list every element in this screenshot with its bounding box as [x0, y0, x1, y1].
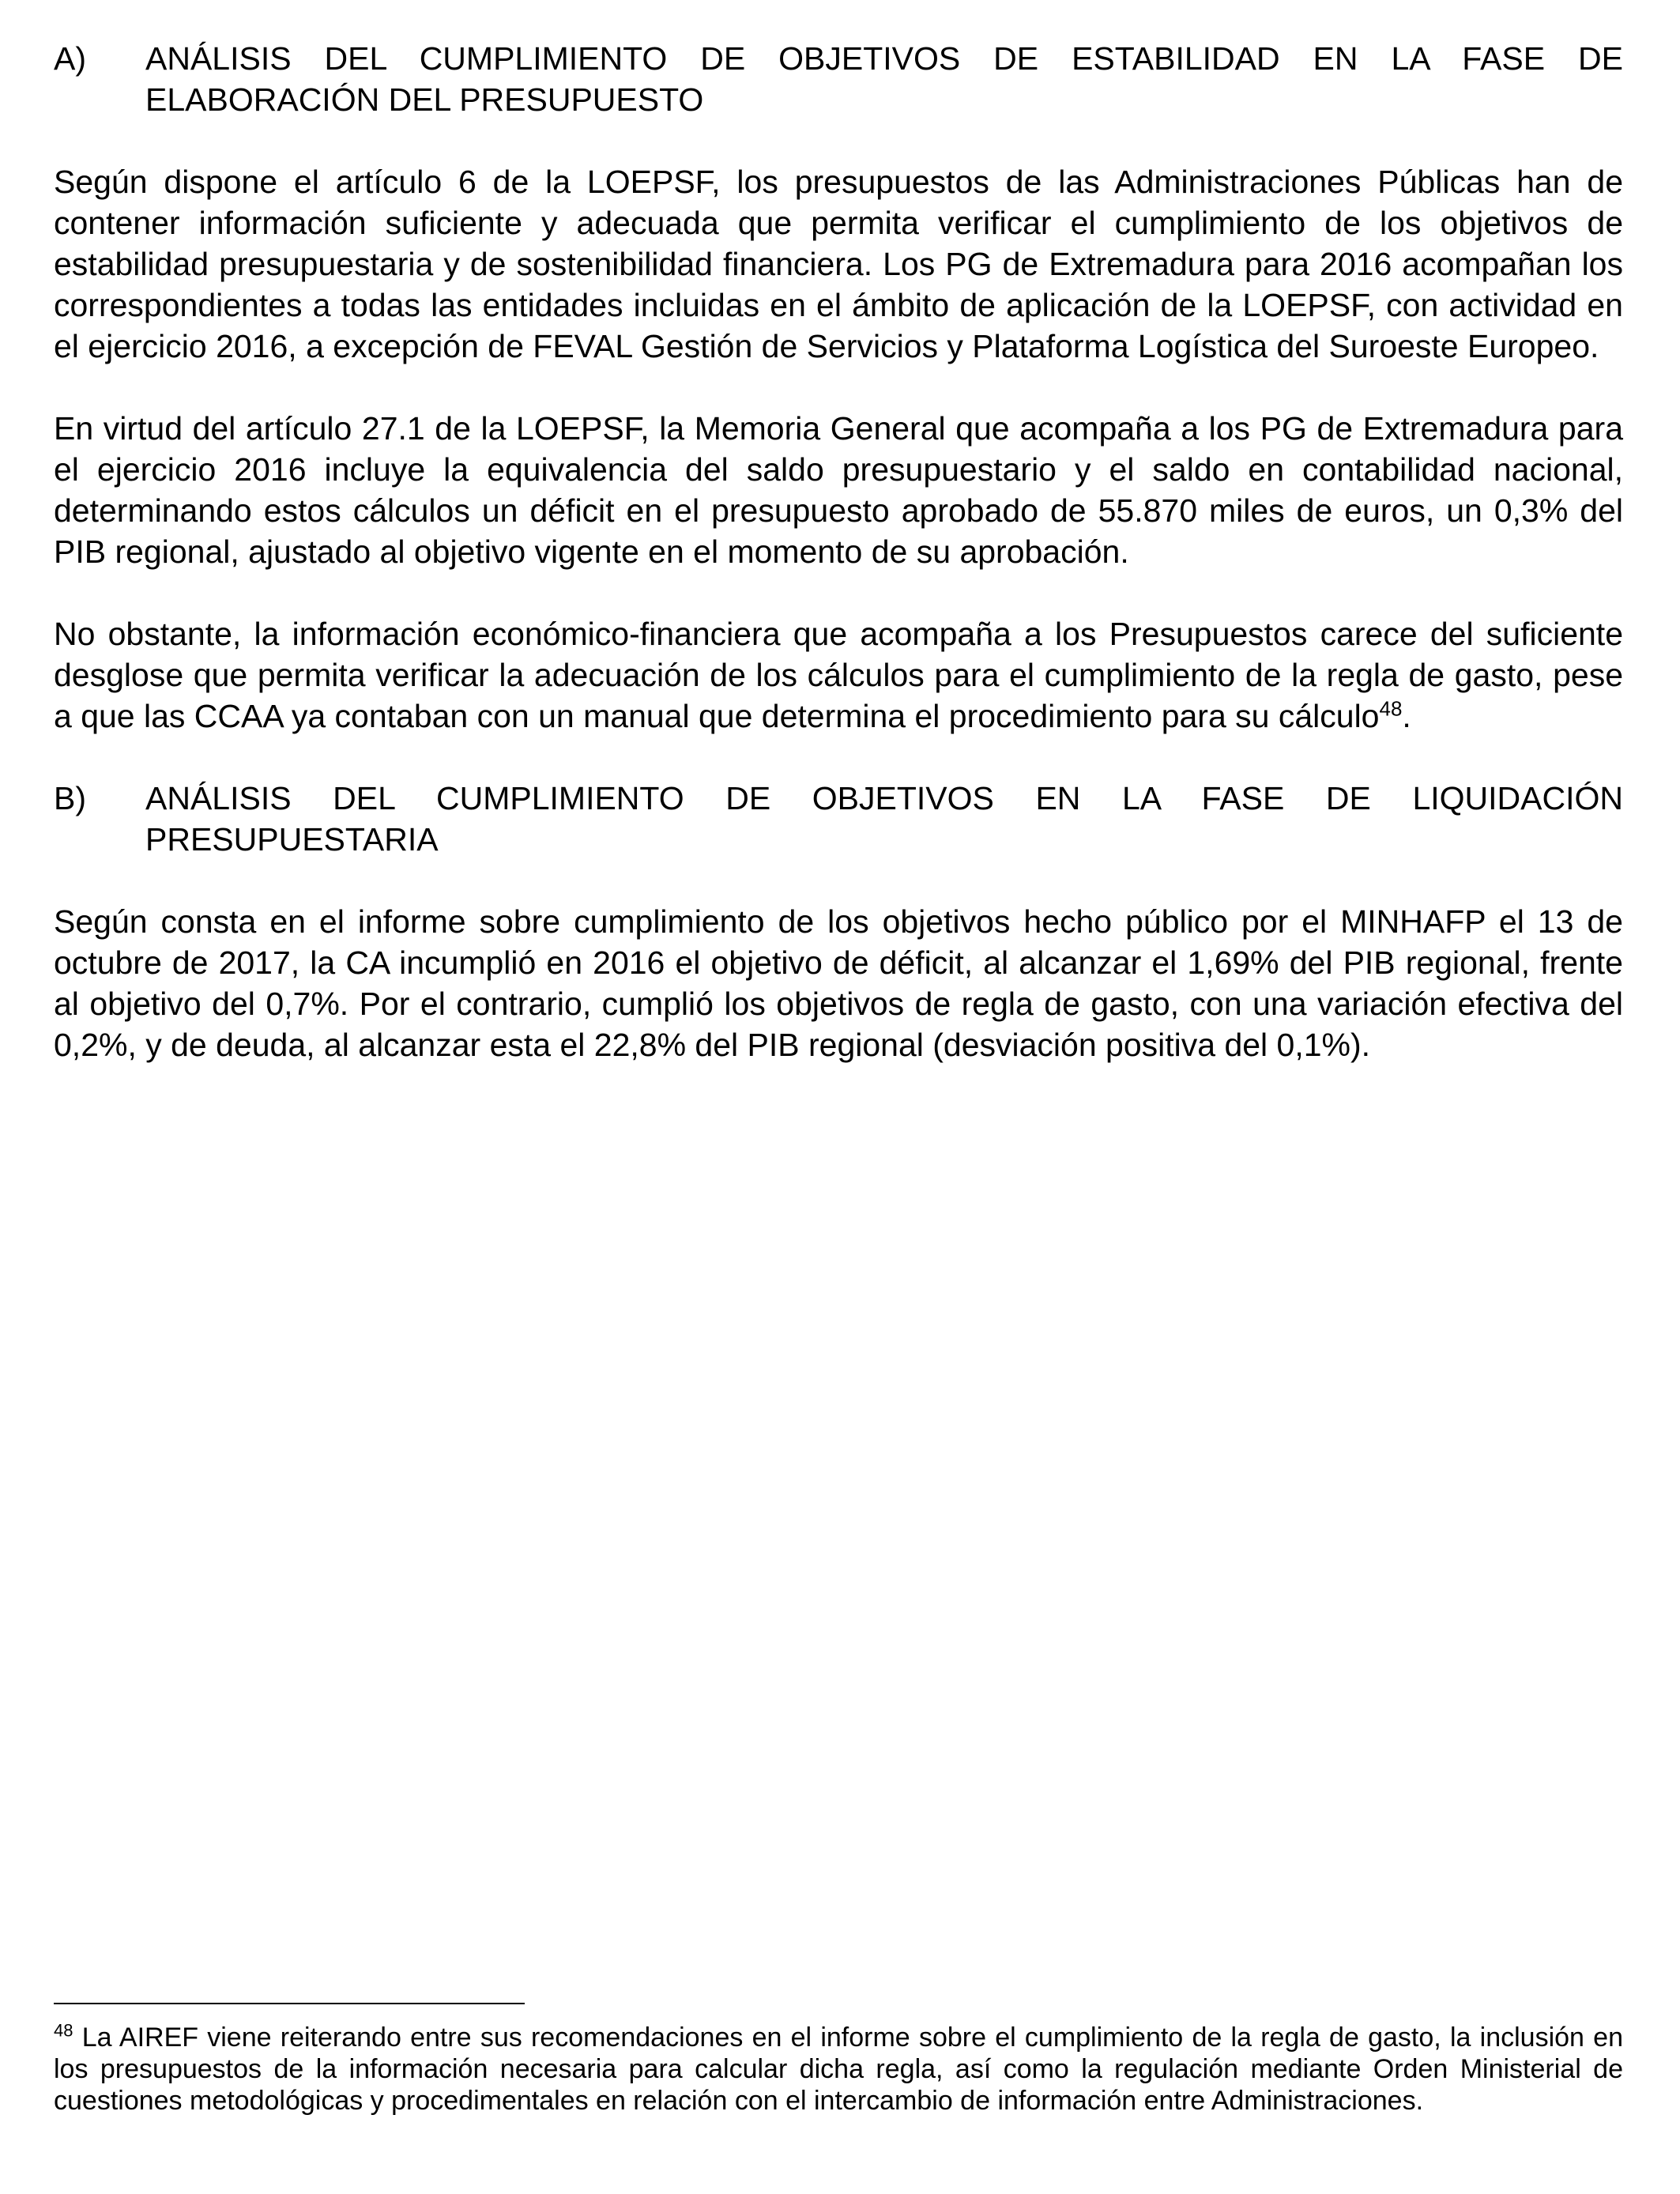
section-b-title: ANÁLISIS DEL CUMPLIMIENTO DE OBJETIVOS EN LA FASE DE LIQUIDACIÓN PRESUPUESTARIA — [145, 780, 1623, 858]
section-a-title: ANÁLISIS DEL CUMPLIMIENTO DE OBJETIVOS DE ESTABILIDAD EN LA FASE DE ELABORACIÓN DEL PRESUPUESTO — [145, 40, 1623, 118]
footnote-separator — [54, 2003, 525, 2004]
paragraph-3-end: . — [1402, 698, 1411, 734]
page-body — [54, 38, 1623, 1065]
section-a-heading — [54, 38, 1623, 120]
paragraph-3 — [54, 613, 1623, 737]
paragraph-4: Según consta en el informe sobre cumplimiento de los objetivos hecho público por el MINHAFP el 13 de octubre de 2017, la CA incumplió en 2016 el objetivo de déficit, al alcanzar el 1,69% del PIB regional, frente al objetivo del 0,7%. Por el contrario, cumplió los objetivos de regla de gasto, con una variación efectiva del 0,2%, y de deuda, al alcanzar esta el 22,8% del PIB regional (desviación positiva del 0,1%). — [54, 903, 1623, 1063]
footnote-48 — [54, 2022, 1623, 2117]
footnote-text: La AIREF viene reiterando entre sus recomendaciones en el informe sobre el cumplimiento de la regla de gasto, la inclusión en los presupuestos de la información necesaria para calcular dicha regla, así como la regulación mediante Orden Ministerial de cuestiones metodológicas y procedimentales en relación con el intercambio de información entre Administraciones. — [54, 2022, 1623, 2116]
section-b-heading — [54, 778, 1623, 860]
section-b-letter: B) — [54, 780, 86, 816]
paragraph-2: En virtud del artículo 27.1 de la LOEPSF, la Memoria General que acompaña a los PG de Extremadura para el ejercicio 2016 incluye la equivalencia del saldo presupuestario y el saldo en contabilidad nacional, determinando estos cálculos un déficit en el presupuesto aprobado de 55.870 miles de euros, un 0,3% del PIB regional, ajustado al objetivo vigente en el momento de su aprobación. — [54, 410, 1623, 570]
footnote-number: 48 — [54, 2020, 73, 2041]
paragraph-3-text: No obstante, la información económico-financiera que acompaña a los Presupuestos carece del suficiente desglose que permita verificar la adecuación de los cálculos para el cumplimiento de la regla de gasto, pese a que las CCAA ya contaban con un manual que determina el procedimiento para su cálculo — [54, 616, 1623, 734]
paragraph-1: Según dispone el artículo 6 de la LOEPSF, los presupuestos de las Administraciones Públicas han de contener información suficiente y adecuada que permita verificar el cumplimiento de los objetivos de estabilidad presupuestaria y de sostenibilidad financiera. Los PG de Extremadura para 2016 acompañan los correspondientes a todas las entidades incluidas en el ámbito de aplicación de la LOEPSF, con actividad en el ejercicio 2016, a excepción de FEVAL Gestión de Servicios y Plataforma Logística del Suroeste Europeo. — [54, 164, 1623, 364]
footnote-reference-48[interactable]: 48 — [1379, 696, 1403, 721]
section-a-letter: A) — [54, 40, 86, 77]
